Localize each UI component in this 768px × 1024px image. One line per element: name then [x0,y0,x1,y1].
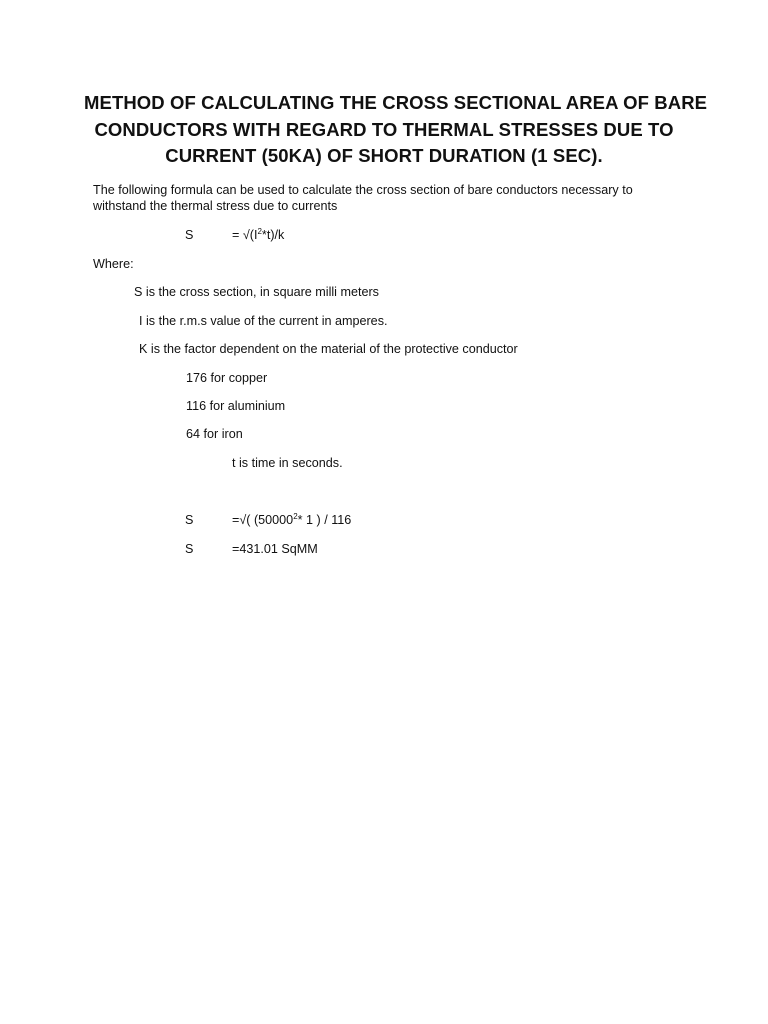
formula-expression: = $√(I^2*t)/k$ [232,226,285,242]
intro-paragraph [93,182,693,214]
k-value-iron: 64 for iron [186,427,243,441]
result-symbol: S [185,542,194,556]
result-value: =431.01 SqMM [232,542,318,556]
formula-symbol: S [185,228,194,242]
intro-line-1: The following formula can be used to calculate the cross section of bare conductors necessary to [93,183,633,197]
definition-i: I is the r.m.s value of the current in amperes. [139,314,388,328]
definition-k: K is the factor dependent on the material of the protective conductor [139,342,518,356]
k-value-aluminium: 116 for aluminium [186,399,286,413]
definition-t: t is time in seconds. [232,456,343,470]
definition-s: S is the cross section, in square milli meters [134,285,379,299]
calculation-step-symbol: S [185,513,194,527]
title-line-2: CONDUCTORS WITH REGARD TO THERMAL STRESSES DUE TO [94,118,674,140]
document-title [84,90,708,170]
where-label: Where: [93,257,134,271]
intro-line-2: withstand the thermal stress due to currents [93,199,338,213]
calculation-step-expression: =√( (50000$^2$* 1 ) / 116 [232,511,352,527]
k-value-copper: 176 for copper [186,371,268,385]
title-line-1: METHOD OF CALCULATING THE CROSS SECTIONAL AREA OF BARE [84,92,708,113]
title-line-3: CURRENT (50KA) OF SHORT DURATION (1 SEC). [165,145,603,166]
